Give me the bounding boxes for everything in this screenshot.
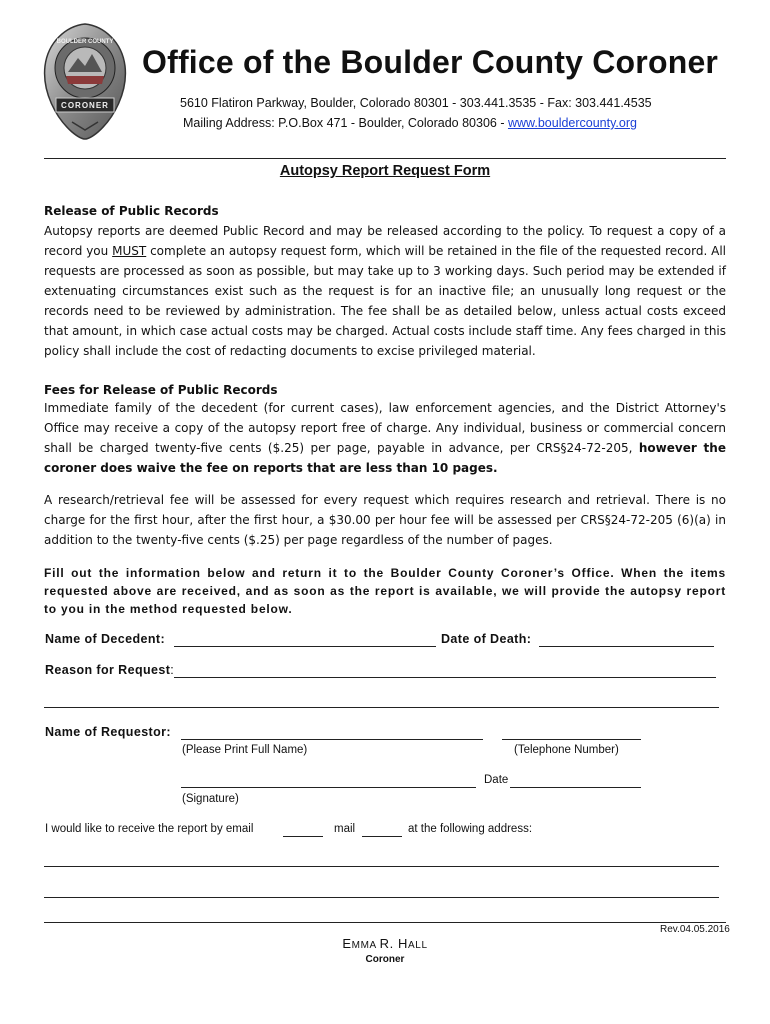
name-rest-1: MMA <box>351 940 380 951</box>
research-paragraph: A research/retrieval fee will be assessed for every request which requires research and retrieval. There is no charge for the first hour, after the first hour, a $30.00 per hour fee will be assessed per CRS§24-72-205 (6)(a) in addition to the twenty-five cents ($.25) per page regardless of the number of pages. <box>44 493 726 547</box>
receive-suffix: at the following address: <box>408 823 533 835</box>
reason-label <box>45 663 174 677</box>
reason-field-line-2[interactable] <box>44 707 719 708</box>
mailing-address-text: Mailing Address: P.O.Box 471 - Boulder, Colorado 80306 - <box>183 116 508 130</box>
telephone-field[interactable] <box>502 739 641 740</box>
name-initial-1: E <box>342 936 352 951</box>
decedent-name-field[interactable] <box>174 646 436 647</box>
date-of-death-label: Date of Death: <box>441 632 532 646</box>
mail-option-field[interactable] <box>362 836 402 837</box>
telephone-hint: (Telephone Number) <box>514 744 619 756</box>
fees-paragraph <box>44 398 726 478</box>
header-divider <box>44 158 726 159</box>
address-field-line-2[interactable] <box>44 897 719 898</box>
release-heading: Release of Public Records <box>44 204 219 218</box>
release-text-b: complete an autopsy request form, which will be retained in the file of the requested record. All requests are processed as soon as possible, but may take up to 3 working days. Such period may be extended if extenuating circumstances exist such as the request is for an inactive file; an unusually long request or the records need to be reviewed by administration. The fee shall be as detailed below, unless actual costs exceed that amount, in which case actual costs may be charged. Actual costs include staff time. Any fees charged in this policy shall include the cost of redacting documents to excise privileged material. <box>44 244 727 358</box>
fees-text-bold: however the coroner does waive the fee on reports that are less than 10 pages. <box>44 441 726 475</box>
name-rest-2: ALL <box>408 940 428 951</box>
form-title: Autopsy Report Request Form <box>279 163 491 179</box>
receive-prefix: I would like to receive the report by email <box>45 823 254 835</box>
name-initial-2: R. H <box>379 936 409 951</box>
fees-heading: Fees for Release of Public Records <box>44 383 278 397</box>
footer-divider <box>44 922 726 923</box>
reason-label-text: Reason for Request <box>45 663 171 677</box>
date-label: Date <box>484 774 509 786</box>
office-address: 5610 Flatiron Parkway, Boulder, Colorado 80301 - 303.441.3535 - Fax: 303.441.4535 <box>180 96 652 110</box>
decedent-label: Name of Decedent: <box>45 632 166 646</box>
signature-field[interactable] <box>181 787 476 788</box>
signature-date-field[interactable] <box>510 787 641 788</box>
coroner-role: Coroner <box>365 954 405 965</box>
print-name-hint: (Please Print Full Name) <box>182 744 308 756</box>
email-option-field[interactable] <box>283 836 323 837</box>
mailing-address <box>183 116 637 130</box>
release-must: MUST <box>112 244 147 258</box>
revision-date: Rev.04.05.2016 <box>660 924 730 935</box>
office-title: Office of the Boulder County Coroner <box>142 44 719 80</box>
coroner-name <box>0 936 770 951</box>
release-text-a: Autopsy reports are deemed Public Record and may be released according to the policy. To request a copy of a record you <box>44 224 726 258</box>
instructions: Fill out the information below and return it to the Boulder County Coroner’s Office. When the items requested above are received, and as soon as the report is available, we will provide the autopsy report to you in the method requested below. <box>44 566 726 616</box>
release-paragraph <box>44 221 726 361</box>
reason-field[interactable] <box>174 677 716 678</box>
badge-top-text: BOULDER COUNTY <box>56 39 114 45</box>
requestor-label: Name of Requestor: <box>45 725 171 739</box>
requestor-name-field[interactable] <box>181 739 483 740</box>
coroner-badge-logo <box>42 22 128 140</box>
signature-hint: (Signature) <box>182 793 239 805</box>
badge-banner-text: CORONER <box>61 101 109 110</box>
fees-text-a: Immediate family of the decedent (for current cases), law enforcement agencies, and the District Attorney's Office may receive a copy of the autopsy report free of charge. Any individual, business or commercial concern shall be charged twenty-five cents ($.25) per page, payable in advance, per CRS§24-72-205, <box>44 401 726 455</box>
mail-label: mail <box>334 823 356 835</box>
address-field-line-1[interactable] <box>44 866 719 867</box>
website-link[interactable]: www.bouldercounty.org <box>507 116 637 130</box>
date-of-death-field[interactable] <box>539 646 714 647</box>
reason-label-colon: : <box>170 663 175 677</box>
